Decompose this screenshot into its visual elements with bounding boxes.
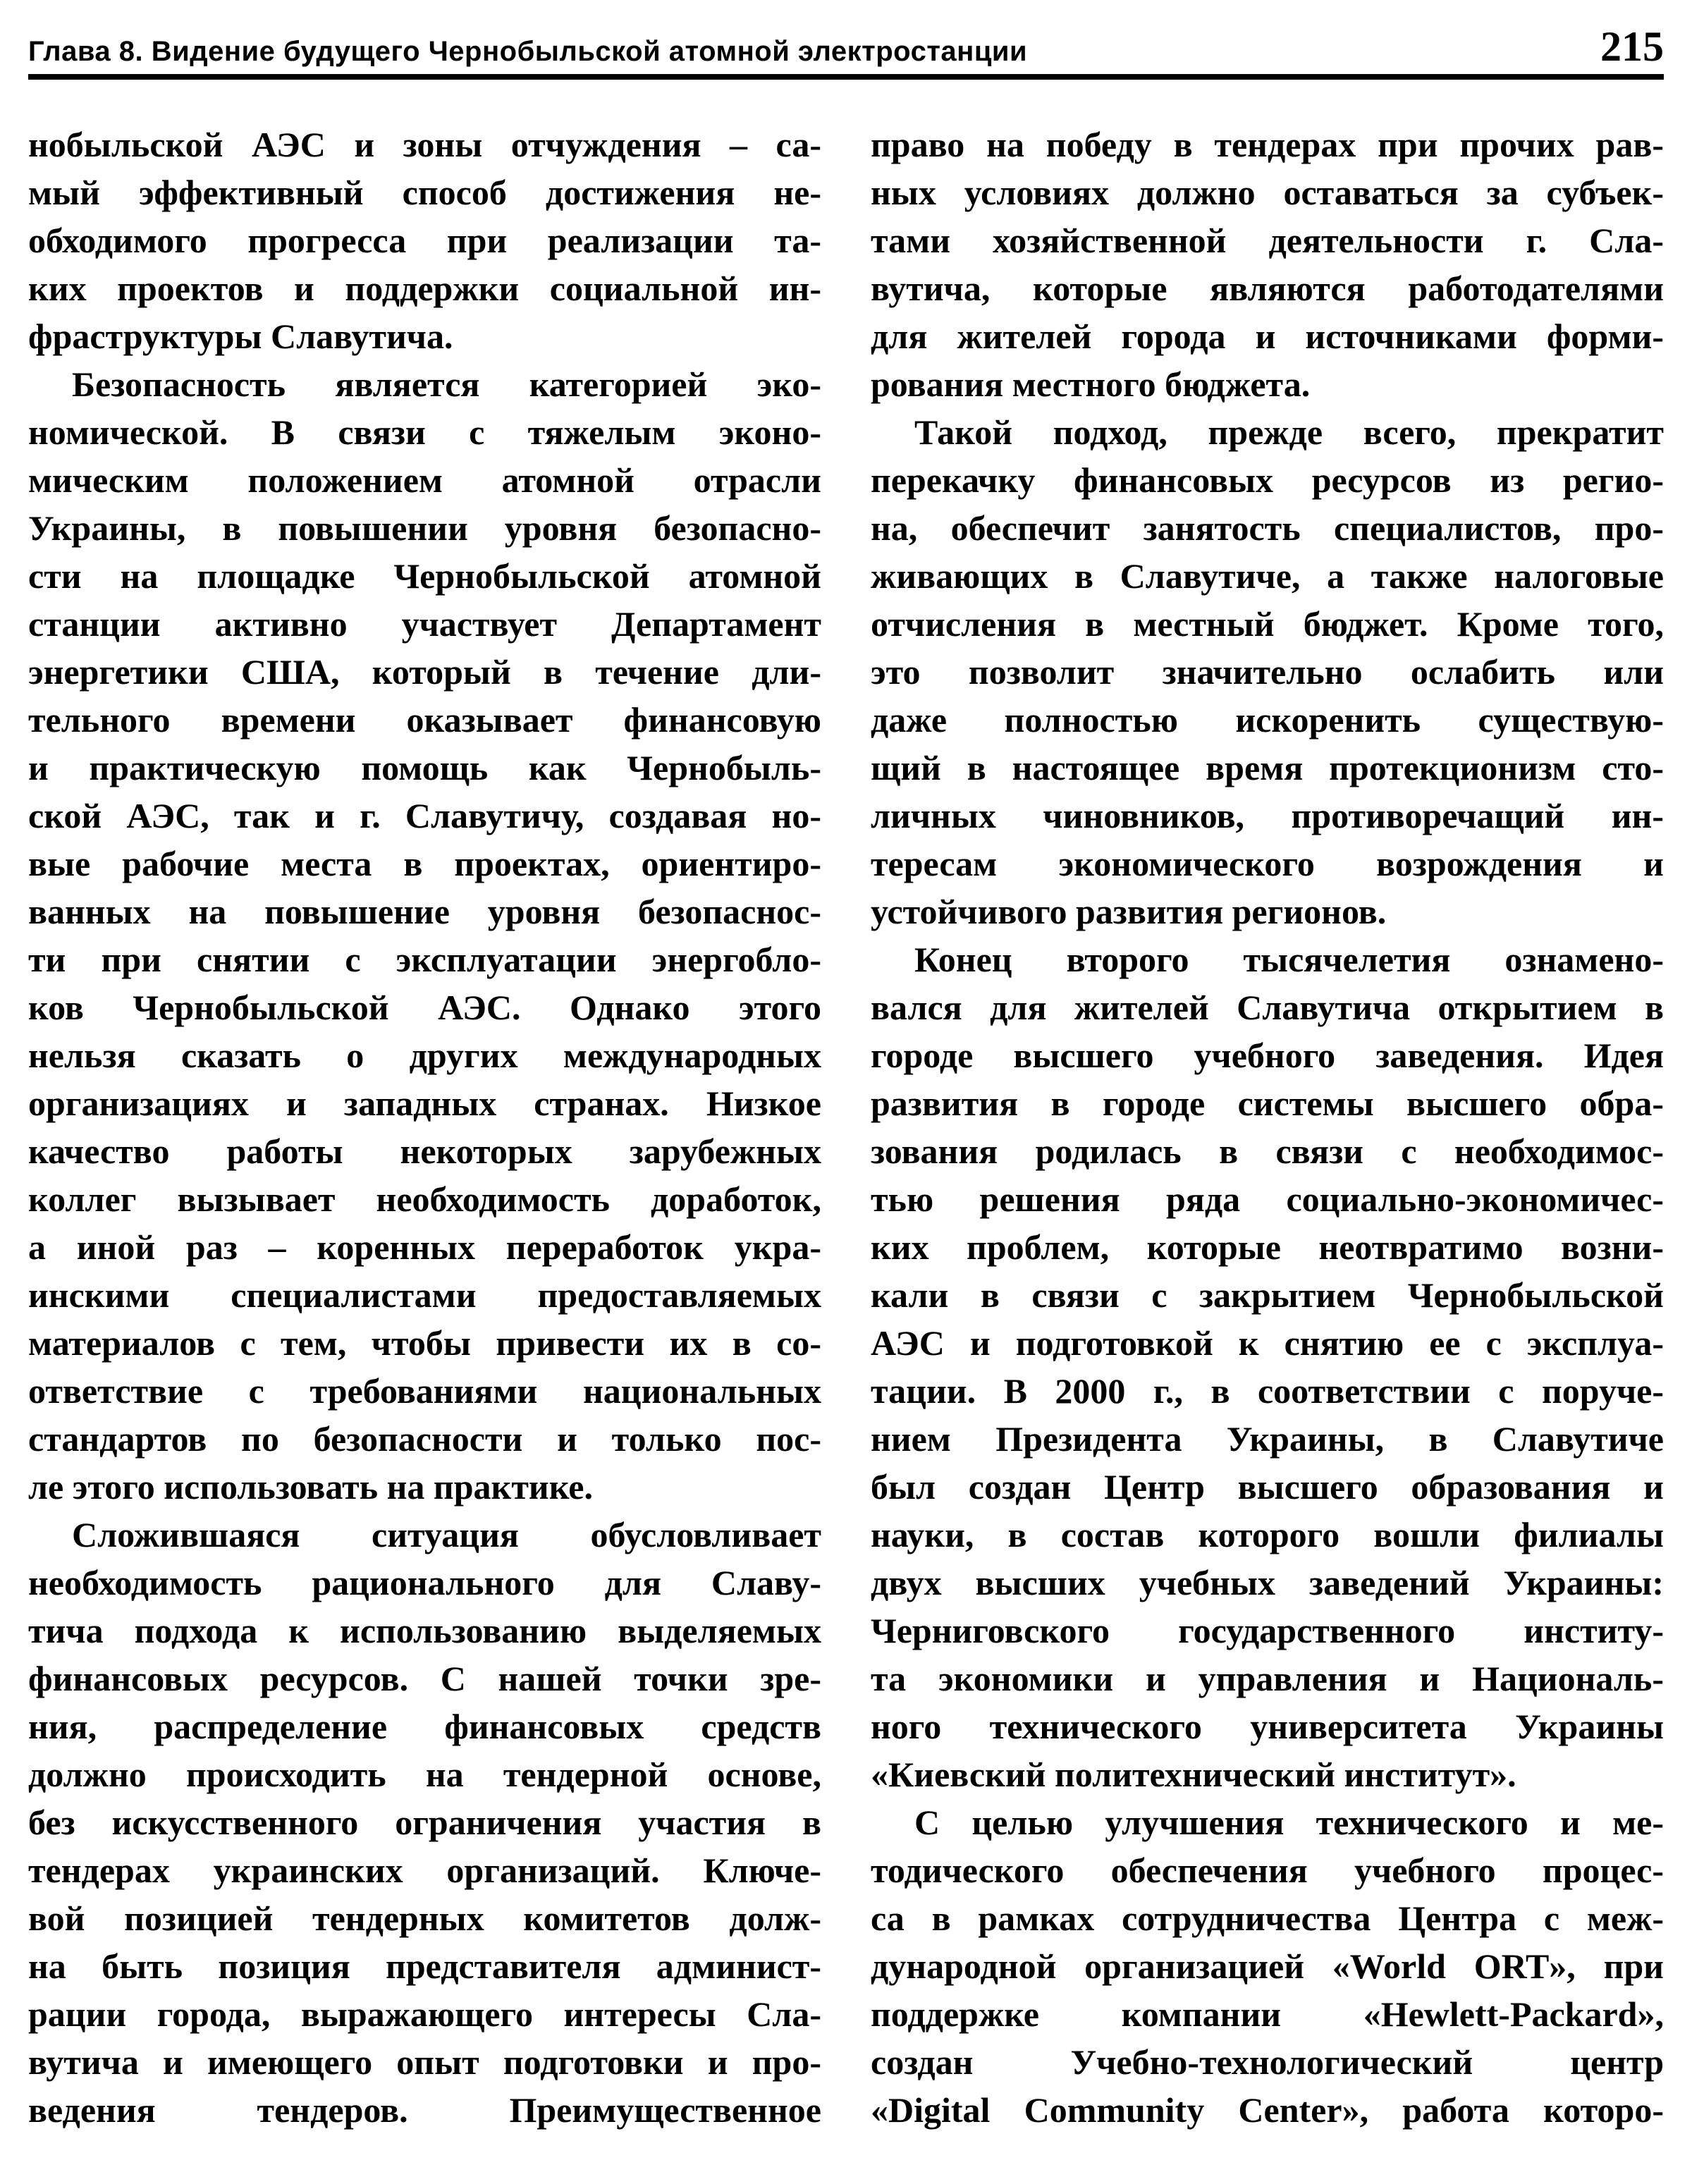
text-line: материалов с тем, чтобы привести их в со-: [28, 1323, 821, 1363]
text-line: коллег вызывает необходимость доработок,: [28, 1179, 821, 1219]
text-line: Украины, в повышении уровня безопасно-: [28, 508, 821, 548]
text-line: на, обеспечит занятость специалистов, про-: [871, 508, 1664, 548]
text-line: рации города, выражающего интересы Сла-: [28, 1994, 821, 2034]
text-line: тами хозяйственной деятельности г. Сла-: [871, 221, 1664, 260]
text-line: тересам экономического возрождения и: [871, 844, 1664, 883]
text-line: ти при снятии с эксплуатации энергобло-: [28, 940, 821, 979]
text-line: дународной организацией «World ORT», при: [871, 1946, 1664, 1986]
text-line: са в рамках сотрудничества Центра с меж-: [871, 1898, 1664, 1938]
text-line: городе высшего учебного заведения. Идея: [871, 1036, 1664, 1075]
right-text-column: [871, 121, 1664, 2134]
text-line: станции активно участвует Департамент: [28, 604, 821, 644]
text-line: финансовых ресурсов. С нашей точки зре-: [28, 1659, 821, 1698]
text-line: Конец второго тысячелетия ознамено-: [914, 940, 1664, 979]
text-line: ния, распределение финансовых средств: [28, 1707, 821, 1746]
text-line: «Digital Community Center», работа которо-: [871, 2090, 1664, 2130]
chapter-header-title: Глава 8. Видение будущего Чернобыльской атомной электростанции: [28, 36, 1028, 67]
text-line: перекачку финансовых ресурсов из регио-: [871, 460, 1664, 500]
text-line: тью решения ряда социально-экономичес-: [871, 1179, 1664, 1219]
text-line: право на победу в тендерах при прочих рав-: [871, 125, 1664, 164]
text-line: ской АЭС, так и г. Славутичу, создавая но-: [28, 796, 821, 835]
text-line: ных условиях должно оставаться за субъек-: [871, 173, 1664, 212]
text-line: это позволит значительно ослабить или: [871, 652, 1664, 692]
text-line: нобыльской АЭС и зоны отчуждения – са-: [28, 125, 821, 164]
left-text-column: [28, 121, 821, 2134]
text-line: вался для жителей Славутича открытием в: [871, 988, 1664, 1027]
text-line: на быть позиция представителя админист-: [28, 1946, 821, 1986]
text-line: стандартов по безопасности и только пос-: [28, 1419, 821, 1459]
text-line: поддержке компании «Hewlett-Packard»,: [871, 1994, 1664, 2034]
text-line: сти на площадке Чернобыльской атомной: [28, 556, 821, 596]
text-line: а иной раз – коренных переработок укра-: [28, 1227, 821, 1267]
text-line: АЭС и подготовкой к снятию ее с эксплуа-: [871, 1323, 1664, 1363]
text-line: даже полностью искоренить существую-: [871, 700, 1664, 740]
text-line: нельзя сказать о других международных: [28, 1036, 821, 1075]
text-line: фраструктуры Славутича.: [28, 317, 453, 356]
text-line: ответствие с требованиями национальных: [28, 1371, 821, 1411]
text-line: ких проектов и поддержки социальной ин-: [28, 269, 821, 308]
text-columns: [28, 121, 1664, 2134]
text-line: С целью улучшения технического и ме-: [914, 1803, 1664, 1842]
page-number: 215: [1600, 23, 1664, 70]
header-rule: [28, 74, 1664, 80]
text-line: вутича и имеющего опыт подготовки и про-: [28, 2042, 821, 2082]
text-line: создан Учебно-технологический центр: [871, 2042, 1664, 2082]
text-line: вутича, которые являются работодателями: [871, 269, 1664, 308]
text-line: тации. В 2000 г., в соответствии с поруче-: [871, 1371, 1664, 1411]
text-line: двух высших учебных заведений Украины:: [871, 1563, 1664, 1602]
text-line: без искусственного ограничения участия в: [28, 1803, 821, 1842]
text-line: рования местного бюджета.: [871, 364, 1311, 404]
text-line: необходимость рационального для Славу-: [28, 1563, 821, 1602]
text-line: ного технического университета Украины: [871, 1707, 1664, 1746]
text-line: щий в настоящее время протекционизм сто-: [871, 748, 1664, 787]
text-line: номической. В связи с тяжелым эконо-: [28, 412, 821, 452]
text-line: ле этого использовать на практике.: [28, 1467, 593, 1507]
text-line: «Киевский политехнический институт».: [871, 1755, 1516, 1794]
text-line: нием Президента Украины, в Славутиче: [871, 1419, 1664, 1459]
text-line: тельного времени оказывает финансовую: [28, 700, 821, 740]
text-line: ванных на повышение уровня безопаснос-: [28, 892, 821, 931]
text-line: инскими специалистами предоставляемых: [28, 1275, 821, 1315]
text-line: Сложившаяся ситуация обусловливает: [72, 1515, 821, 1554]
text-line: та экономики и управления и Националь-: [871, 1659, 1664, 1698]
text-line: тендерах украинских организаций. Ключе-: [28, 1851, 821, 1890]
text-line: кали в связи с закрытием Чернобыльской: [871, 1275, 1664, 1315]
text-line: ведения тендеров. Преимущественное: [28, 2090, 821, 2130]
text-line: должно происходить на тендерной основе,: [28, 1755, 821, 1794]
text-line: отчисления в местный бюджет. Кроме того,: [871, 604, 1664, 644]
text-line: энергетики США, который в течение дли-: [28, 652, 821, 692]
text-line: науки, в состав которого вошли филиалы: [871, 1515, 1664, 1554]
text-line: обходимого прогресса при реализации та-: [28, 221, 821, 260]
text-line: мическим положением атомной отрасли: [28, 460, 821, 500]
text-line: личных чиновников, противоречащий ин-: [871, 796, 1664, 835]
text-line: устойчивого развития регионов.: [871, 892, 1387, 931]
text-line: организациях и западных странах. Низкое: [28, 1084, 821, 1123]
text-line: живающих в Славутиче, а также налоговые: [871, 556, 1664, 596]
text-line: вые рабочие места в проектах, ориентиро-: [28, 844, 821, 883]
text-line: вой позицией тендерных комитетов долж-: [28, 1898, 821, 1938]
text-line: ков Чернобыльской АЭС. Однако этого: [28, 988, 821, 1027]
page-header: [28, 25, 1664, 68]
text-line: Черниговского государственного институ-: [871, 1611, 1664, 1650]
text-line: тодического обеспечения учебного процес-: [871, 1851, 1664, 1890]
text-line: Такой подход, прежде всего, прекратит: [914, 412, 1664, 452]
text-line: зования родилась в связи с необходимос-: [871, 1131, 1664, 1171]
text-line: тича подхода к использованию выделяемых: [28, 1611, 821, 1650]
text-line: развития в городе системы высшего обра-: [871, 1084, 1664, 1123]
text-line: и практическую помощь как Чернобыль-: [28, 748, 821, 787]
text-line: Безопасность является категорией эко-: [72, 364, 821, 404]
text-line: мый эффективный способ достижения не-: [28, 173, 821, 212]
text-line: ких проблем, которые неотвратимо возни-: [871, 1227, 1664, 1267]
text-line: для жителей города и источниками форми-: [871, 317, 1664, 356]
text-line: качество работы некоторых зарубежных: [28, 1131, 821, 1171]
text-line: был создан Центр высшего образования и: [871, 1467, 1664, 1507]
